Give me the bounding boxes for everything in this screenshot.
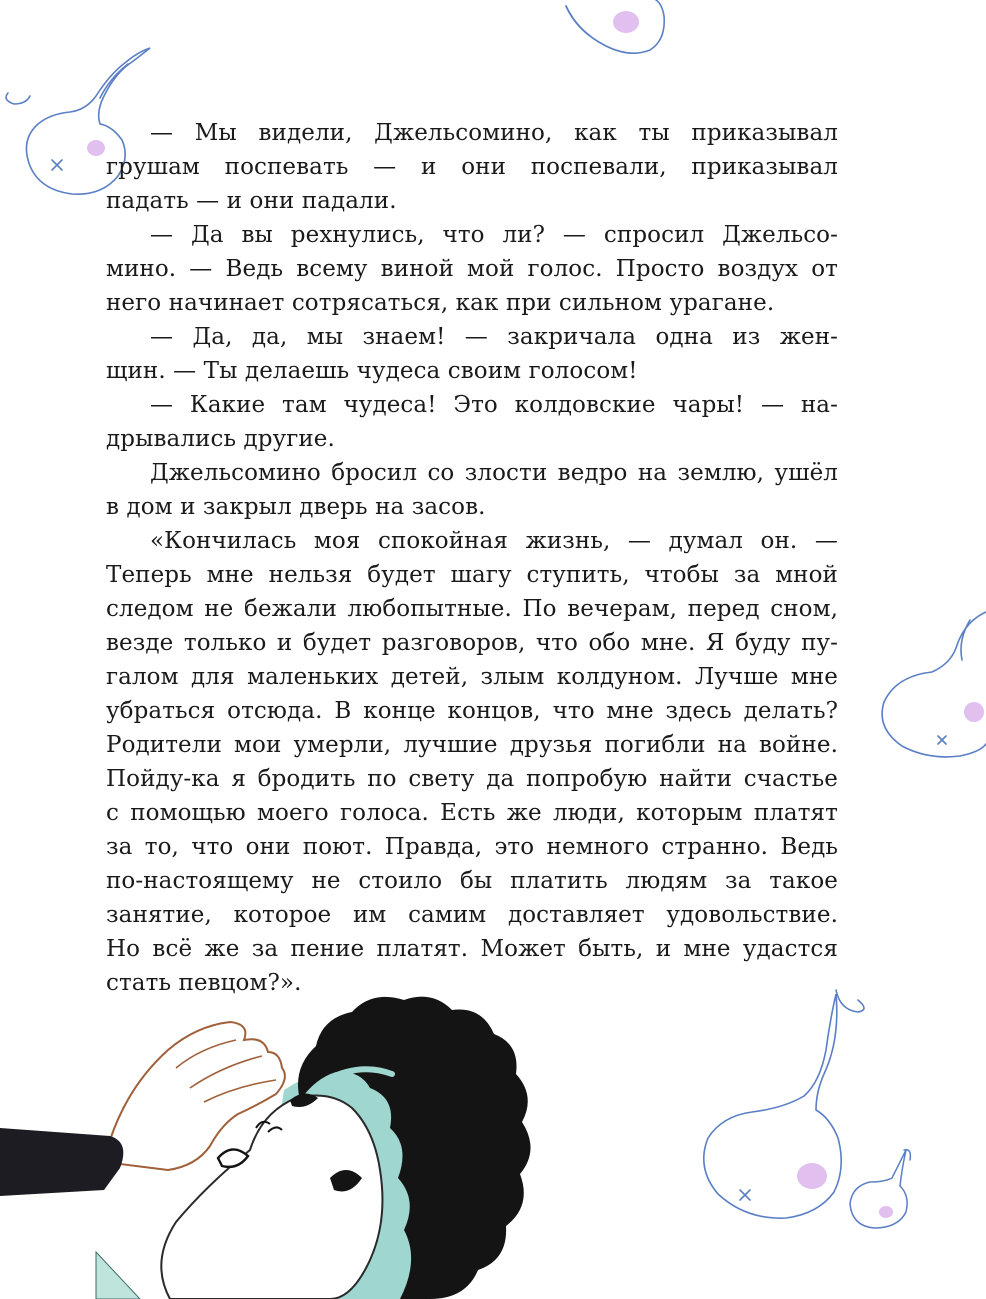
text-line: Родители мои умерли, лучшие друзья погибли на войне. (106, 732, 838, 758)
text-line: стать певцом?». (106, 970, 302, 996)
text-line: Но всё же за пение платят. Может быть, и мне удастся (106, 936, 838, 962)
text-line: — Да, да, мы знаем! — закричала одна из жен- (150, 324, 838, 350)
pear-blush (964, 702, 984, 722)
pear-blush (879, 1206, 893, 1218)
text-line: него начинает сотрясаться, как при сильном урагане. (106, 290, 775, 316)
pear-bottom-right-icon (704, 990, 864, 1218)
face (161, 1096, 382, 1299)
text-line: в дом и закрыл дверь на засов. (106, 494, 486, 520)
pear-blush (87, 140, 105, 156)
text-line: занятие, которое им самим доставляет удовольствие. (106, 902, 838, 928)
text-line: Пойду-ка я бродить по свету да попробую найти счастье (106, 766, 838, 792)
text-line: дрывались другие. (106, 426, 335, 452)
text-line: галом для маленьких детей, злым колдуном. Лучше мне (106, 664, 838, 690)
text-line: — Мы видели, Джельсомино, как ты приказывал (150, 120, 838, 146)
pear-right-middle-icon (882, 612, 986, 757)
hair (298, 997, 531, 1299)
text-line: грушам поспевать — и они поспевали, приказывал (106, 154, 838, 180)
closed-eye-icon (218, 1149, 248, 1166)
text-line: за то, что они поют. Правда, это немного странно. Ведь (106, 834, 838, 860)
character-illustration (0, 997, 531, 1299)
text-line: Теперь мне нельзя будет шагу ступить, чтобы за мной (106, 562, 838, 588)
pear-bottom-right-small-icon (850, 1150, 910, 1228)
sleeve-icon (0, 1128, 123, 1196)
text-line: убраться отсюда. В конце концов, что мне здесь делать? (106, 698, 838, 724)
text-line: Джельсомино бросил со злости ведро на землю, ушёл (150, 460, 838, 486)
text-line: — Да вы рехнулись, что ли? — спросил Джельсо- (150, 222, 838, 248)
text-line: щин. — Ты делаешь чудеса своим голосом! (106, 358, 638, 384)
text-line: везде только и будет разговоров, что обо мне. Я буду пу- (106, 630, 838, 656)
pear-blush (613, 11, 639, 33)
hand-icon (110, 1022, 285, 1170)
pear-blush (797, 1163, 827, 1189)
pear-top-center-icon (566, 0, 664, 53)
text-line: по-настоящему не стоило бы платить людям за такое (106, 868, 838, 894)
text-line: с помощью моего голоса. Есть же люди, которым платят (106, 800, 838, 826)
text-line: — Какие там чудеса! Это колдовские чары! — на- (150, 392, 838, 418)
text-line: падать — и они падали. (106, 188, 397, 214)
text-line: следом не бежали любопытные. По вечерам, перед сном, (106, 596, 838, 622)
text-line: мино. — Ведь всему виной мой голос. Просто воздух от (106, 256, 838, 282)
text-line: «Кончилась моя спокойная жизнь, — думал он. — (150, 528, 838, 554)
